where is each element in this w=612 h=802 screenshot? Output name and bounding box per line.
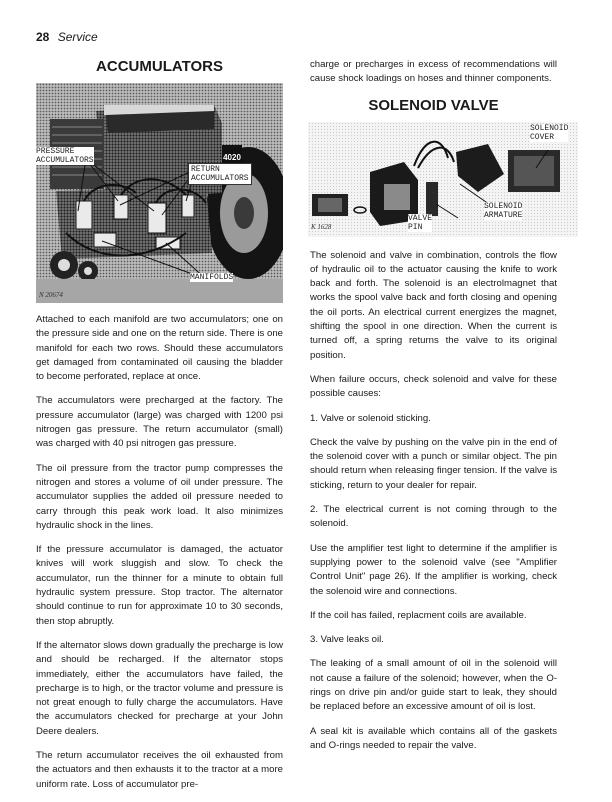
list-item: 1. Valve or solenoid sticking. (310, 412, 431, 424)
paragraph: If the alternator slows down gradually the precharge is low and should be recharged. If the alternator stops immediately, either the accumulators have failed, the precharge is to high, or the tractor volume and pressure is not great enough to fully charge the accumulators. Have the accumulators checked for precharge at your John Deere dealers. (36, 639, 283, 737)
paragraph: When failure occurs, check solenoid and valve for these possible causes: (310, 373, 557, 400)
page-header (36, 30, 98, 44)
section-name: Service (57, 30, 98, 44)
paragraph: Check the valve by pushing on the valve pin in the end of the solenoid cover with a punch or similar object. The pin should return when releasing finger tension. If the valve is sticking, return to your dealer for repair. (310, 436, 557, 491)
tractor-photo (36, 83, 283, 303)
solenoid-valve-heading: SOLENOID VALVE (368, 96, 499, 114)
list-item: 2. The electrical current is not coming through to the solenoid. (310, 504, 557, 530)
figure-id: K 1628 (311, 222, 332, 231)
list-item: 3. Valve leaks oil. (310, 634, 384, 646)
right-column (310, 58, 569, 763)
accumulators-heading: ACCUMULATORS (96, 58, 223, 75)
valve-pin-label: VALVE PIN (408, 213, 433, 232)
left-column (36, 58, 283, 802)
paragraph: The oil pressure from the tractor pump compresses the nitrogen and stores a volume of oil under pressure. The accumulator supplies the added oil pressure needed to carry through this peak work load. It also minimizes hydraulic shock in the lines. (36, 462, 283, 531)
model-badge: 4020 (223, 153, 241, 162)
paragraph: If the coil has failed, replacment coils are available. (310, 609, 527, 621)
figure-id: N 20674 (39, 291, 63, 299)
paragraph: The leaking of a small amount of oil in the solenoid will not cause a failure of the solenoid; however, when the O-rings on drive pin and/or guide start to leak, they should be replaced before an excessive amount of oil is lost. (310, 658, 557, 713)
paragraph: charge or precharges in excess of recommendations will cause shock loadings on hoses and thinner components. (310, 59, 557, 85)
paragraph: If the pressure accumulator is damaged, the actuator knives will work sluggish and slow. To check the accumulator, run the thinner for a minute to obtain full hydraulic system pressure. Stop tractor. The alternator should continue to run for approximate 10 to 30 seconds, then stop abruptly. (36, 544, 283, 627)
return-accumulators-label: RETURN ACCUMULATORS (188, 163, 252, 185)
solenoid-cover-label: SOLENOID COVER (530, 123, 569, 142)
solenoid-photo (308, 122, 578, 237)
paragraph: The solenoid and valve in combination, controls the flow of hydraulic oil to the actuator causing the knife to work back and forth. The solenoid is an electrolmagnet that works the spool valve back and forth closing and opening the oil ports. An electrical current energizes the magnet, shifting the spool in one direction. When the current is turned off, a spring returns the valve to its original position. (310, 249, 557, 361)
paragraph: The accumulators were precharged at the factory. The pressure accumulator (large) was charged with 1200 psi nitrogen gas pressure. The return accumulator (small) was charged with 40 psi nitrogen gas pressure. (36, 395, 283, 450)
paragraph: A seal kit is available which contains all of the gaskets and O-rings needed to repair the valve. (310, 725, 557, 751)
manifolds-label: MANIFOLDS (190, 273, 234, 282)
solenoid-armature-label: SOLENOID ARMATURE (484, 201, 523, 220)
paragraph: Attached to each manifold are two accumulators; one on the pressure side and one on the return side. There is one manifold for each two rows. Should these accumulators get damaged from contaminated oil causing the bladder to become perforated, replace at once. (36, 314, 283, 383)
tractor-illustration (36, 83, 283, 303)
paragraph: The return accumulator receives the oil exhausted from the actuators and then exhausts it to the tractor at a more uniform rate. Loss of accumulator pre- (36, 750, 283, 790)
pressure-accumulators-label: PRESSURE ACCUMULATORS (36, 147, 94, 165)
page-number: 28 (36, 30, 50, 44)
paragraph: Use the amplifier test light to determine if the amplifier is supplying power to the solenoid valve (see "Amplifier Control Unit" page 26). If the amplifier is working, check the solenoid wire and connections. (310, 542, 557, 597)
